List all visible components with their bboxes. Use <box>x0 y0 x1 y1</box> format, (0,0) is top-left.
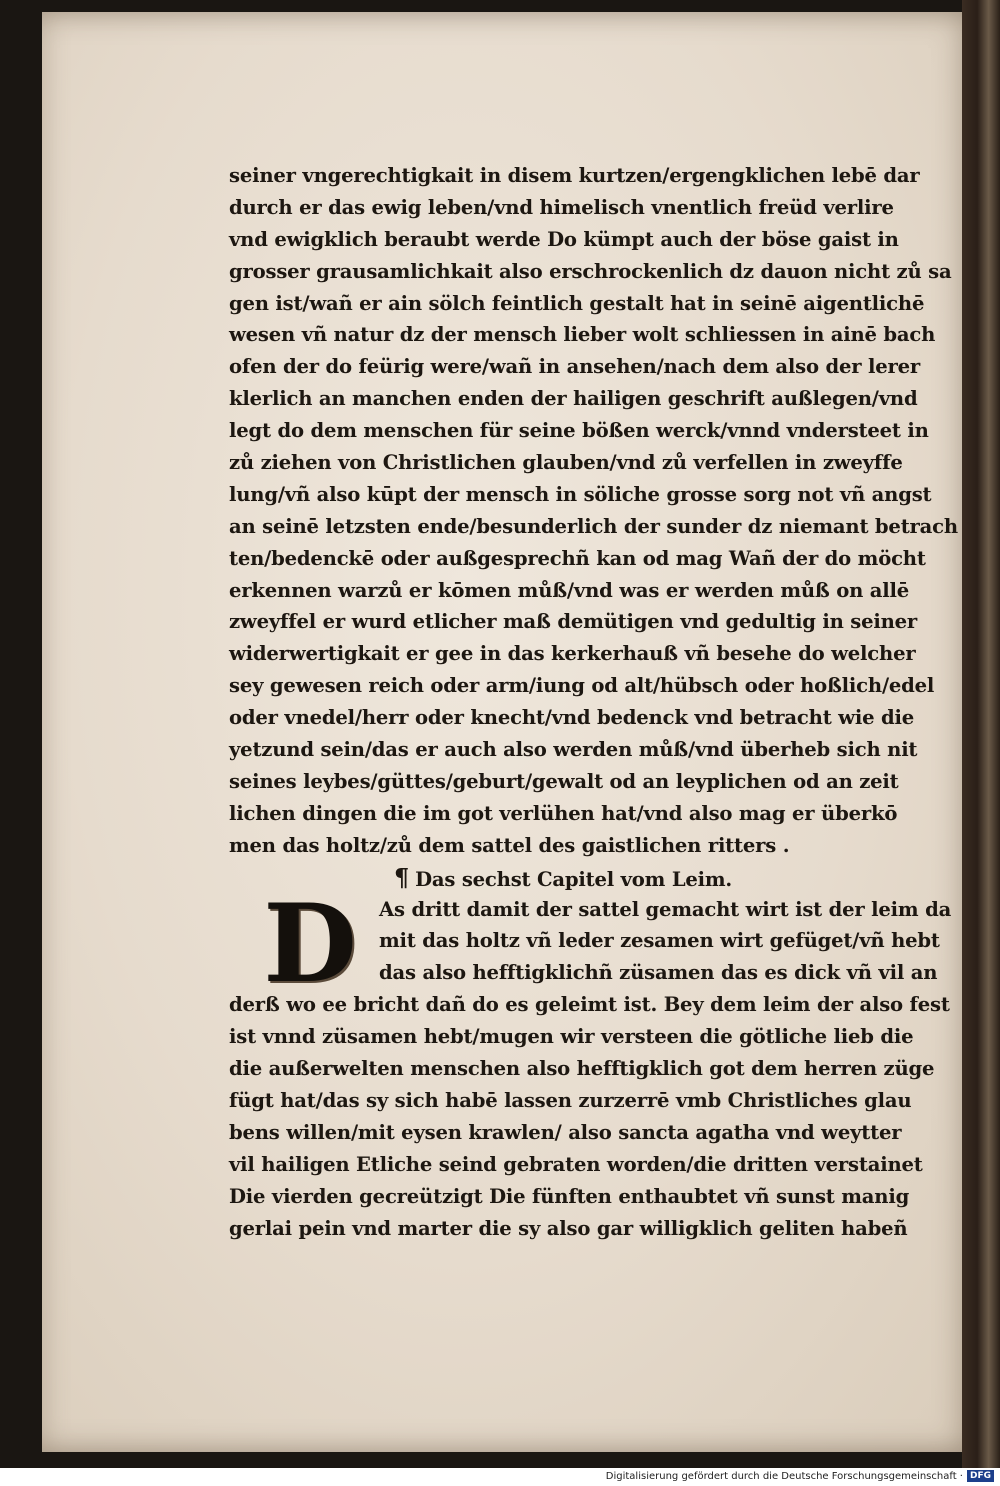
chapter-heading-text: Das sechst Capitel vom Leim. <box>415 867 733 891</box>
text-block <box>229 160 969 1244</box>
footer-bar <box>0 1468 1000 1486</box>
text-line: zweyffel er wurd etlicher maß demütigen vnd gedultig in seiner <box>229 610 918 634</box>
text-line: fügt hat/das sy sich habē lassen zurzerrē vmb Christliches glau <box>229 1088 912 1112</box>
text-line: das also hefftigklichñ züsamen das es dick vñ vil an <box>379 961 938 985</box>
text-line: seines leybes/güttes/geburt/gewalt od an leyplichen od an zeit <box>229 769 899 793</box>
text-line: gen ist/wañ er ain sölch feintlich gestalt hat in seinē aigentlichē <box>229 291 925 315</box>
pilcrow-mark: ¶ <box>394 862 410 892</box>
text-line: klerlich an manchen enden der hailigen geschrift außlegen/vnd <box>229 387 918 411</box>
text-line: ist vnnd züsamen hebt/mugen wir versteen die götliche lieb die <box>229 1025 914 1049</box>
text-line: ofen der do feürig were/wañ in ansehen/nach dem also der lerer <box>229 355 920 379</box>
decorated-initial: D <box>263 880 357 1007</box>
text-line: derß wo ee bricht dañ do es geleimt ist. Bey dem leim der also fest <box>229 993 950 1017</box>
text-line: Die vierden gecreützigt Die fünften enthaubtet vñ sunst manig <box>229 1184 910 1208</box>
text-line: bens willen/mit eysen krawlen/ also sancta agatha vnd weytter <box>229 1120 902 1144</box>
text-line: vil hailigen Etliche seind gebraten worden/die dritten verstainet <box>229 1152 923 1176</box>
text-line: yetzund sein/das er auch also werden můß/vnd überheb sich nit <box>229 738 918 762</box>
text-line: oder vnedel/herr oder knecht/vnd bedenck vnd betracht wie die <box>229 706 914 730</box>
text-line: zů ziehen von Christlichen glauben/vnd zů verfellen in zweyffe <box>229 451 903 475</box>
text-line: lung/vñ also kūpt der mensch in söliche grosse sorg not vñ angst <box>229 482 932 506</box>
text-line: As dritt damit der sattel gemacht wirt ist der leim da <box>379 897 952 921</box>
text-line: sey gewesen reich oder arm/iung od alt/hübsch oder hoßlich/edel <box>229 674 935 698</box>
text-line: widerwertigkait er gee in das kerkerhauß vñ besehe do welcher <box>229 642 916 666</box>
text-line: mit das holtz vñ leder zesamen wirt gefüget/vñ hebt <box>379 929 940 953</box>
text-line: die außerwelten menschen also hefftigklich got dem herren züge <box>229 1057 935 1081</box>
text-line: erkennen warzů er kōmen můß/vnd was er werden můß on allē <box>229 578 910 602</box>
text-line: vnd ewigklich beraubt werde Do kümpt auch der böse gaist in <box>229 227 899 251</box>
text-line: seiner vngerechtigkait in disem kurtzen/ergengklichen lebē dar <box>229 164 920 187</box>
text-line: men das holtz/zů dem sattel des gaistlichen ritters . <box>229 833 790 857</box>
text-line: durch er das ewig leben/vnd himelisch vnentlich freüd verlire <box>229 195 894 219</box>
funding-note: Digitalisierung gefördert durch die Deutsche Forschungsgemeinschaft · <box>605 1471 963 1482</box>
text-line: wesen vñ natur dz der mensch lieber wolt schliessen in ainē bach <box>229 323 936 347</box>
text-line: legt do dem menschen für seine bößen werck/vnnd vndersteet in <box>229 419 929 443</box>
dfg-logo: DFG <box>967 1470 994 1482</box>
text-line: ten/bedenckē oder außgesprechñ kan od mag Wañ der do möcht <box>229 546 926 570</box>
text-line: gerlai pein vnd marter die sy also gar willigklich geliten habeñ <box>229 1216 908 1240</box>
text-line: an seinē letzsten ende/besunderlich der sunder dz niemant betrach <box>229 514 958 538</box>
text-line: grosser grausamlichkait also erschrockenlich dz dauon nicht zů sa <box>229 259 952 283</box>
text-line: lichen dingen die im got verlühen hat/vnd also mag er überkō <box>229 801 898 825</box>
